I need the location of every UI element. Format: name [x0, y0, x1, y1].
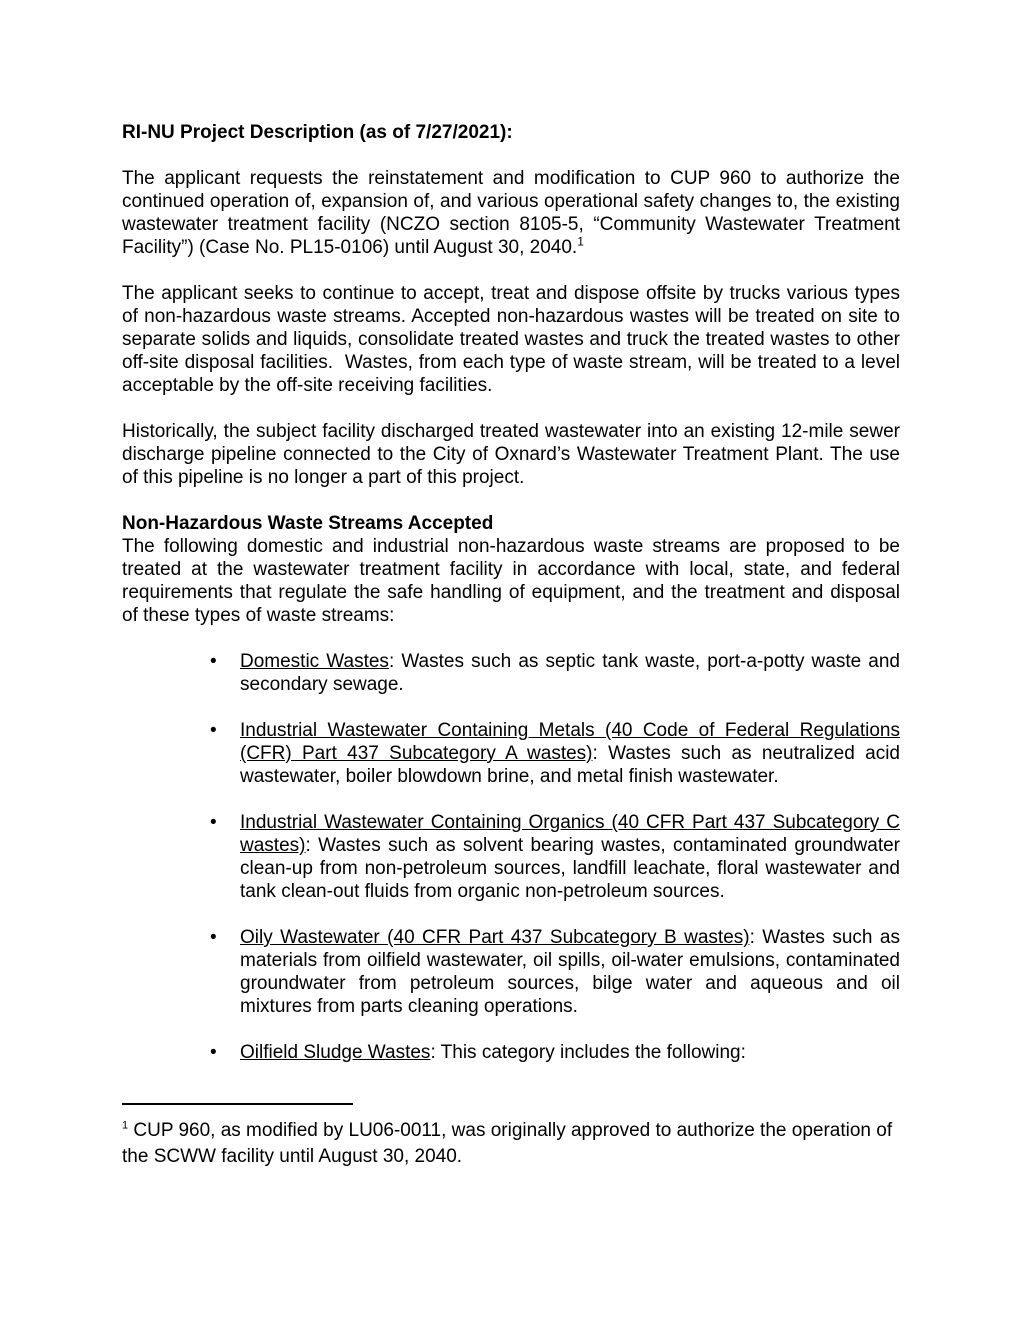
section-heading: Non-Hazardous Waste Streams Accepted — [122, 513, 494, 534]
bullet-text — [240, 720, 900, 787]
bullet-icon: • — [210, 927, 217, 948]
bullet-rest: : Wastes such as neutralized acid wastewater, boiler blowdown brine, and metal finish wastewater. — [240, 743, 900, 787]
document-title: RI-NU Project Description (as of 7/27/2021): — [122, 122, 513, 143]
bullet-icon: • — [210, 812, 217, 833]
bullet-text — [240, 651, 900, 695]
paragraph-waste-streams: The applicant seeks to continue to accept, treat and dispose offsite by trucks various types of non-hazardous waste streams. Accepted non-hazardous wastes will be treated on site to separate solids and liquids, consolidate treated wastes and truck the treated wastes to other off-site disposal facilities. Wastes, from each type of waste stream, will be treated to a level acceptable by the off-site receiving facilities. — [122, 283, 906, 396]
paragraph-historical: Historically, the subject facility discharged treated wastewater into an existing 12-mile sewer discharge pipeline connected to the City of Oxnard’s Wastewater Treatment Plant. The use of this pipeline is no longer a part of this project. — [122, 421, 906, 488]
bullet-item-oily-wastewater — [122, 926, 900, 1018]
bullet-item-oilfield-sludge — [122, 1041, 900, 1064]
bullet-text — [240, 927, 900, 1017]
bullet-item-industrial-organics — [122, 811, 900, 903]
bullet-rest: : Wastes such as septic tank waste, port-a-potty waste and secondary sewage. — [240, 651, 900, 695]
bullet-icon: • — [210, 651, 217, 672]
bullet-item-domestic-wastes — [122, 650, 900, 696]
bullet-rest: : Wastes such as materials from oilfield wastewater, oil spills, oil-water emulsions, contaminated groundwater from petroleum sources, bilge water and aqueous and oil mixtures from parts cleaning operations. — [240, 927, 900, 1017]
footnote-area — [122, 1103, 900, 1170]
bullet-list — [122, 650, 900, 1064]
bullet-lead: Industrial Wastewater Containing Metals (40 Code of Federal Regulations (CFR) Part 437 Subcategory A wastes) — [240, 720, 900, 764]
bullet-text — [240, 1042, 746, 1063]
bullet-rest: : Wastes such as solvent bearing wastes, contaminated groundwater clean-up from non-petroleum sources, landfill leachate, floral wastewater and tank clean-out fluids from organic non-petroleum sources. — [240, 835, 900, 902]
bullet-lead: Domestic Wastes — [240, 651, 389, 672]
footnote-marker: 1 — [122, 1119, 129, 1132]
bullet-text — [240, 812, 900, 902]
footnote — [122, 1118, 900, 1170]
bullet-icon: • — [210, 720, 217, 741]
section-intro: The following domestic and industrial non-hazardous waste streams are proposed to be treated at the wastewater treatment facility in accordance with local, state, and federal requirements that regulate the safe handling of equipment, and the treatment and disposal of these types of waste streams: — [122, 536, 906, 626]
footnote-reference: 1 — [577, 234, 584, 249]
footnote-separator — [122, 1103, 353, 1105]
paragraph-applicant-request — [122, 167, 906, 259]
bullet-lead: Industrial Wastewater Containing Organics (40 CFR Part 437 Subcategory C wastes) — [240, 812, 900, 856]
bullet-item-industrial-metals — [122, 719, 900, 788]
footnote-text: CUP 960, as modified by LU06-0011, was originally approved to authorize the operation of the SCWW facility until August 30, 2040. — [122, 1120, 893, 1167]
bullet-lead: Oilfield Sludge Wastes — [240, 1042, 431, 1063]
bullet-lead: Oily Wastewater (40 CFR Part 437 Subcategory B wastes) — [240, 927, 750, 948]
bullet-rest: : This category includes the following: — [430, 1042, 746, 1063]
paragraph-text: The applicant requests the reinstatement and modification to CUP 960 to authorize the continued operation of, expansion of, and various operational safety changes to, the existing wastewater treatment facility (NCZO section 8105-5, “Community Wastewater Treatment Facility”) (Case No. PL15-0106) until August 30, 2040. — [122, 168, 906, 258]
bullet-icon: • — [210, 1042, 217, 1063]
